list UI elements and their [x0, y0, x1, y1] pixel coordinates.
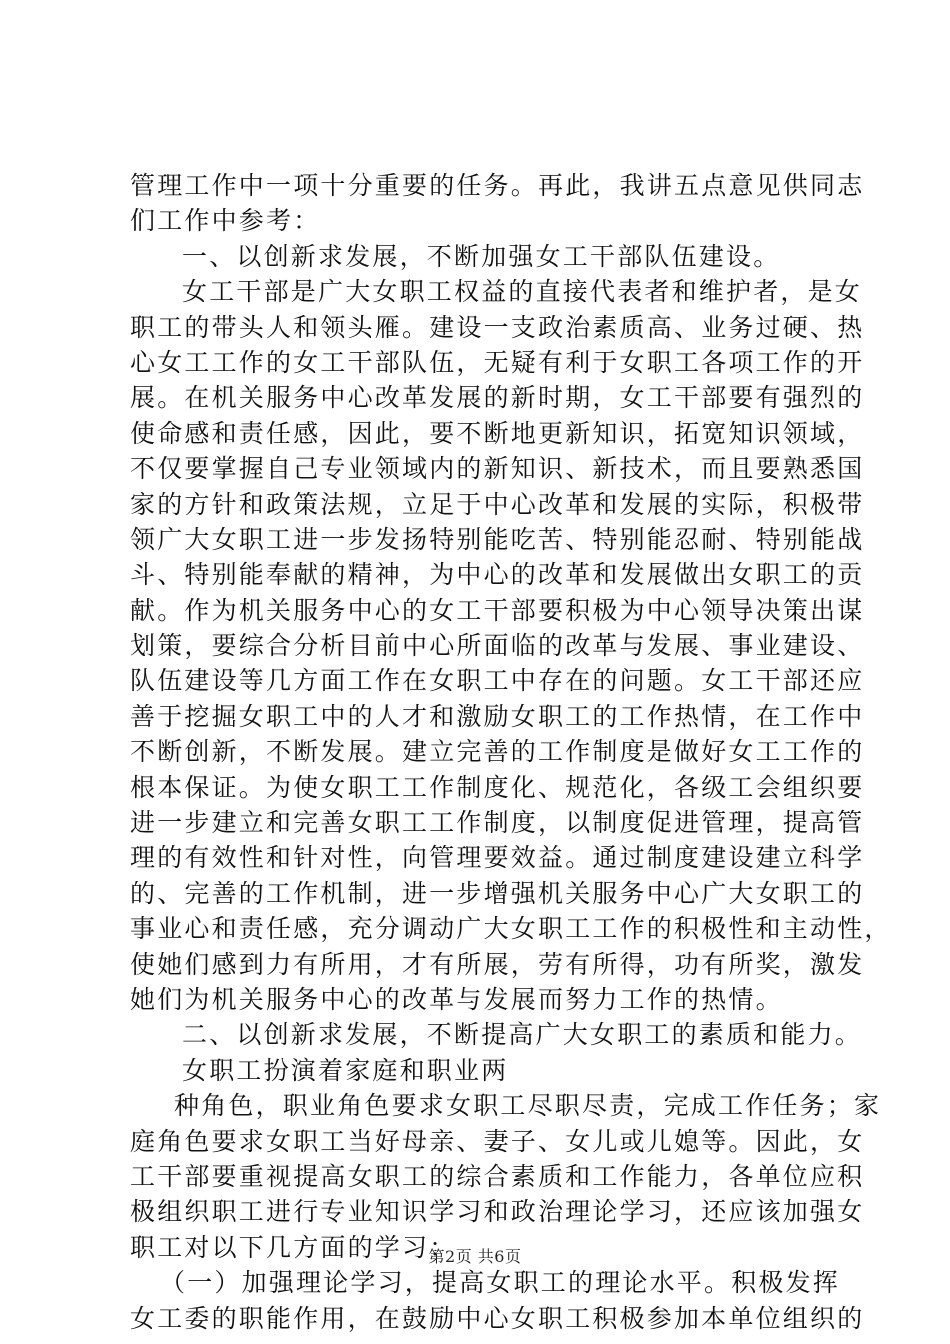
text-line: 划策，要综合分析目前中心所面临的改革与发展、事业建设、 [130, 631, 865, 661]
text-line: 种角色，职业角色要求女职工尽职尽责，完成工作任务；家 [174, 1091, 882, 1121]
text-line: 不断创新，不断发展。建立完善的工作制度是做好女工工作的 [130, 737, 865, 767]
text-line: 们工作中参考： [130, 206, 321, 236]
text-line: 职工的带头人和领头雁。建设一支政治素质高、业务过硬、热 [130, 312, 865, 342]
text-line: 不仅要掌握自己专业领域内的新知识、新技术，而且要熟悉国 [130, 454, 865, 484]
text-line: 队伍建设等几方面工作在女职工中存在的问题。女工干部还应 [130, 666, 865, 696]
text-line: 心女工工作的女工干部队伍，无疑有利于女职工各项工作的开 [130, 347, 865, 377]
text-line: 事业心和责任感，充分调动广大女职工工作的积极性和主动性， [130, 914, 892, 944]
text-line: 根本保证。为使女职工工作制度化、规范化，各级工会组织要 [130, 772, 865, 802]
text-line: 一、以创新求发展，不断加强女工干部队伍建设。 [182, 241, 781, 271]
text-line: 工干部要重视提高女职工的综合素质和工作能力，各单位应积 [130, 1161, 865, 1191]
text-line: 她们为机关服务中心的改革与发展而努力工作的热情。 [130, 984, 783, 1014]
text-line: 的、完善的工作机制，进一步增强机关服务中心广大女职工的 [130, 878, 865, 908]
text-line: 善于挖掘女职工中的人才和激励女职工的工作热情，在工作中 [130, 701, 865, 731]
text-line: 女工委的职能作用，在鼓励中心女职工积极参加本单位组织的 [130, 1303, 865, 1333]
text-line: 女工干部是广大女职工权益的直接代表者和维护者，是女 [182, 277, 863, 307]
text-line: 献。作为机关服务中心的女工干部要积极为中心领导决策出谋 [130, 595, 865, 625]
page-footer: 第2页 共6页 [428, 1247, 522, 1266]
text-line: 职工对以下几方面的学习： [130, 1232, 457, 1262]
text-line: 二、以创新求发展，不断提高广大女职工的素质和能力。 [182, 1020, 863, 1050]
text-line: 展。在机关服务中心改革发展的新时期，女工干部要有强烈的 [130, 383, 865, 413]
text-line: 管理工作中一项十分重要的任务。再此，我讲五点意见供同志 [130, 171, 865, 200]
text-line: 家的方针和政策法规，立足于中心改革和发展的实际，积极带 [130, 489, 865, 519]
text-line: 斗、特别能奉献的精神，为中心的改革和发展做出女职工的贡 [130, 560, 865, 590]
document-body [130, 168, 892, 1336]
text-line: （一）加强理论学习，提高女职工的理论水平。积极发挥 [160, 1268, 841, 1298]
text-line: 女职工扮演着家庭和职业两 [182, 1055, 509, 1085]
text-line: 使她们感到力有所用，才有所展，劳有所得，功有所奖，激发 [130, 949, 865, 979]
text-line: 进一步建立和完善女职工工作制度，以制度促进管理，提高管 [130, 808, 865, 838]
text-line: 庭角色要求女职工当好母亲、妻子、女儿或儿媳等。因此，女 [130, 1126, 865, 1156]
text-line: 极组织职工进行专业知识学习和政治理论学习，还应该加强女 [130, 1197, 865, 1227]
text-line: 使命感和责任感，因此，要不断地更新知识，拓宽知识领域， [130, 418, 865, 448]
text-line: 领广大女职工进一步发扬特别能吃苦、特别能忍耐、特别能战 [130, 524, 865, 554]
text-line: 理的有效性和针对性，向管理要效益。通过制度建设建立科学 [130, 843, 865, 873]
